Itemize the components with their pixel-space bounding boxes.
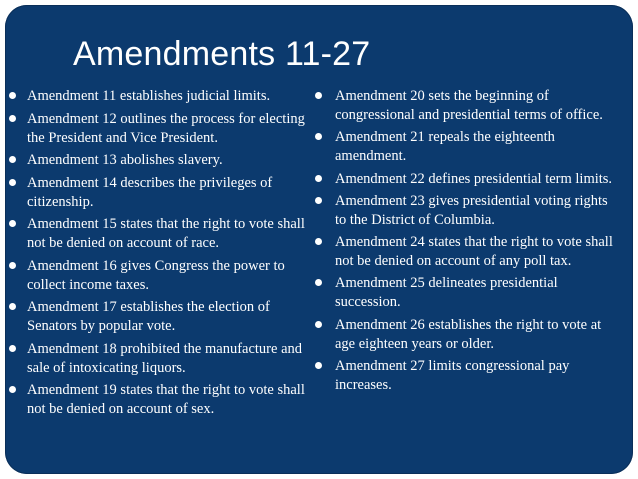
list-item-text: Amendment 12 outlines the process for electing the President and Vice President. (27, 110, 305, 146)
bullet-icon (315, 362, 322, 369)
slide-title: Amendments 11-27 (73, 35, 371, 73)
list-item (315, 357, 620, 395)
list-item (315, 128, 620, 166)
bullet-icon (9, 156, 16, 163)
list-item-text: Amendment 22 defines presidential term limits. (335, 170, 613, 187)
slide-panel (5, 5, 633, 474)
list-item (9, 381, 311, 419)
list-item-text: Amendment 23 gives presidential voting rights to the District of Columbia. (335, 192, 608, 228)
list-item (9, 215, 311, 253)
list-item (9, 174, 311, 212)
list-item-text: Amendment 17 establishes the election of Senators by popular vote. (27, 299, 270, 334)
list-item-text: Amendment 21 repeals the eighteenth amendment. (335, 129, 555, 165)
bullet-icon (315, 238, 322, 245)
left-bullet-list (9, 87, 311, 423)
list-item (9, 87, 311, 106)
list-item (315, 233, 620, 271)
bullet-icon (315, 133, 322, 140)
bullet-icon (9, 262, 16, 269)
list-item (315, 274, 620, 312)
list-item-text: Amendment 26 establishes the right to vote at age eighteen years or older. (335, 316, 602, 352)
list-item-text: Amendment 16 gives Congress the power to collect income taxes. (27, 257, 285, 293)
list-item (9, 151, 311, 170)
list-item-text: Amendment 20 sets the beginning of congressional and presidential terms of office. (335, 88, 603, 123)
bullet-icon (315, 175, 322, 182)
bullet-icon (9, 303, 16, 310)
list-item (315, 192, 620, 230)
list-item-text: Amendment 14 describes the privileges of citizenship. (27, 174, 273, 210)
bullet-icon (9, 92, 16, 99)
bullet-icon (9, 115, 16, 122)
bullet-icon (315, 321, 322, 328)
list-item (315, 170, 620, 189)
bullet-icon (315, 197, 322, 204)
list-item-text: Amendment 19 states that the right to vote shall not be denied on account of sex. (27, 382, 305, 417)
bullet-icon (9, 220, 16, 227)
list-item (315, 87, 620, 125)
list-item (9, 298, 311, 336)
bullet-icon (315, 279, 322, 286)
list-item-text: Amendment 25 delineates presidential succession. (335, 275, 558, 311)
list-item-text: Amendment 18 prohibited the manufacture and sale of intoxicating liquors. (27, 340, 303, 376)
list-item (315, 316, 620, 354)
right-bullet-list (315, 87, 620, 398)
bullet-icon (9, 345, 16, 352)
list-item-text: Amendment 24 states that the right to vote shall not be denied on account of any poll tax. (335, 234, 613, 270)
bullet-icon (315, 92, 322, 99)
list-item-text: Amendment 15 states that the right to vote shall not be denied on account of race. (27, 216, 305, 251)
bullet-icon (9, 179, 16, 186)
list-item-text: Amendment 13 abolishes slavery. (27, 152, 223, 168)
bullet-icon (9, 386, 16, 393)
list-item (9, 257, 311, 295)
list-item (9, 110, 311, 148)
list-item-text: Amendment 11 establishes judicial limits. (27, 88, 271, 104)
list-item (9, 340, 311, 378)
list-item-text: Amendment 27 limits congressional pay increases. (335, 358, 570, 394)
